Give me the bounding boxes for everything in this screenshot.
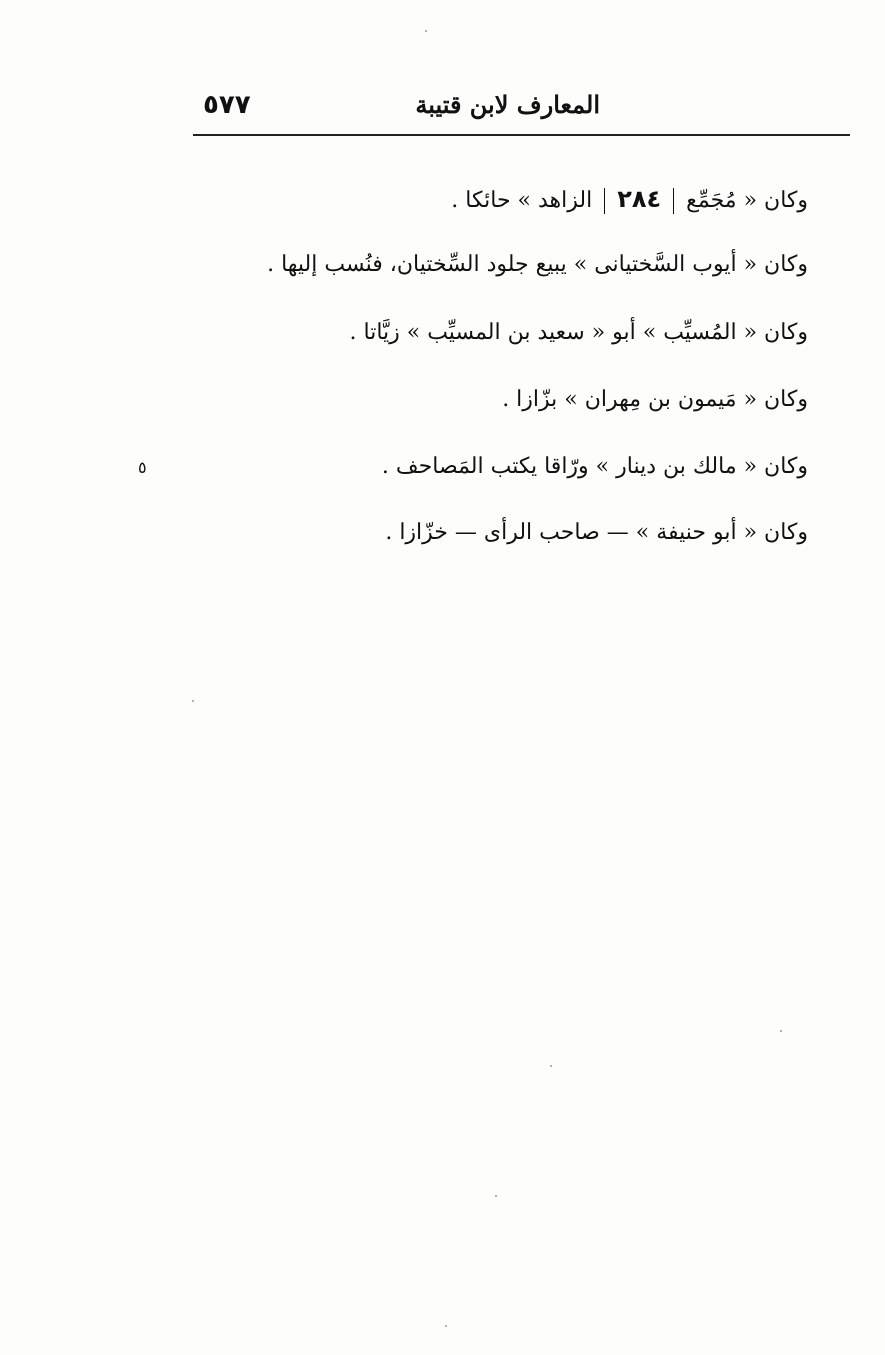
entry-line: وكان « مَيمون بن مِهران » بزّازا . — [502, 387, 808, 412]
header-rule — [193, 134, 850, 136]
entry-line — [451, 185, 808, 214]
entry-line: وكان « مالك بن دينار » ورّاقا يكتب المَصاحف . — [381, 454, 808, 479]
entry-line: وكان « المُسيِّب » أبو « سعيد بن المسيِّب » زيَّاتا . — [349, 320, 808, 345]
separator-bar — [673, 188, 674, 214]
entry-text: وكان « مُجَمِّع — [686, 188, 808, 213]
scan-speck — [192, 700, 194, 702]
page-header — [193, 80, 850, 130]
entry-line: وكان « أبو حنيفة » — صاحب الرأى — خزّازا . — [385, 520, 808, 545]
running-title: المعارف لابن قتيبة — [415, 90, 600, 119]
entry-text: الزاهد » حائكا . — [451, 188, 593, 213]
scan-speck — [495, 1195, 497, 1197]
scan-speck — [550, 1065, 552, 1067]
page-number: ٥٧٧ — [203, 90, 251, 120]
entry-number: ٢٨٤ — [617, 185, 662, 213]
scan-speck — [780, 1030, 782, 1032]
scan-speck — [445, 1325, 447, 1327]
separator-bar — [604, 188, 605, 214]
scan-speck — [425, 30, 427, 32]
margin-mark: ٥ — [138, 458, 147, 477]
entry-line: وكان « أيوب السَّختيانى » يبيع جلود السِّختيان، فنُسب إليها . — [267, 252, 808, 277]
